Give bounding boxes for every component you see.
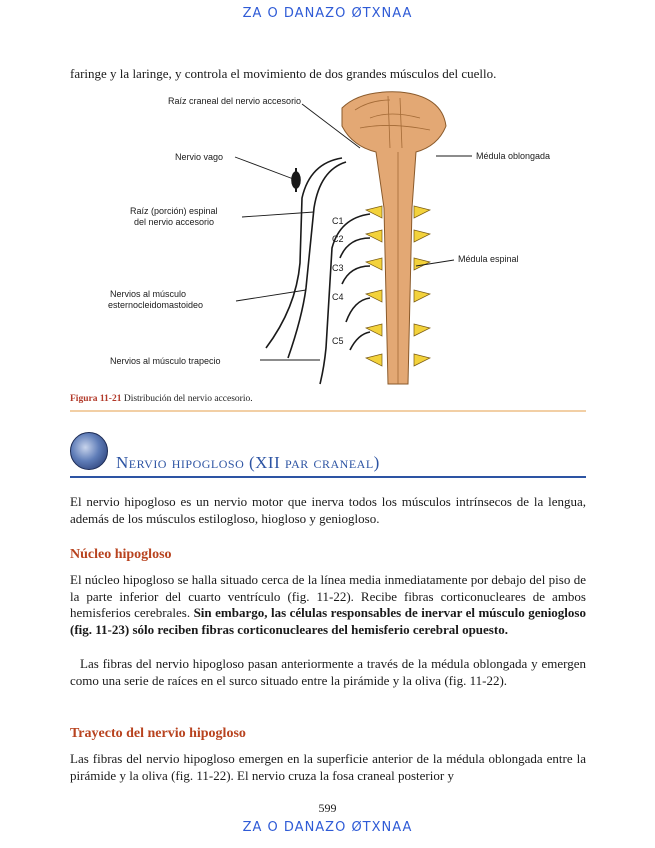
label-esterno-2: esternocleidomastoideo: [108, 300, 204, 310]
label-raiz-espinal-2: del nervio accesorio: [134, 217, 215, 227]
label-c2: C2: [332, 234, 344, 244]
nucleus-bold-text: Sin embargo, las células responsables de inervar el músculo geniogloso (fig. 11-23) sólo reciben fibras corticonucleares del hemisferio cerebral opuesto.: [70, 605, 586, 637]
label-trapecio: Nervios al músculo trapecio: [110, 356, 221, 366]
watermark-bottom: ZA O DANAZO ØTXNAA: [242, 820, 413, 835]
nerve-paths: [266, 158, 370, 384]
course-paragraph: Las fibras del nervio hipogloso emergen en la superficie anterior de la médula oblongada entre la pirámide y la oliva (fig. 11-22). El nervio cruza la fosa craneal posterior y: [70, 751, 586, 783]
section-title: Nervio hipogloso (XII par craneal): [116, 453, 380, 472]
nucleus-text: El núcleo hipogloso se halla situado cerca de la línea media inmediatamente por debajo del piso de la parte inferior del cuarto ventrículo (fig. 11-22). Recibe fibras corticonucleares de ambos hemisferios cerebrales.: [70, 572, 586, 621]
accessory-nerve-diagram: [70, 88, 586, 388]
head-icon: [70, 432, 108, 470]
label-esterno-1: Nervios al músculo: [110, 289, 187, 299]
label-nervio-vago: Nervio vago: [175, 152, 224, 162]
label-raiz-craneal: Raíz craneal del nervio accesorio: [168, 96, 302, 106]
caption-divider: [70, 410, 586, 412]
label-medula-espinal: Médula espinal: [458, 254, 519, 264]
label-c1: C1: [332, 216, 344, 226]
caption-text: Distribución del nervio accesorio.: [121, 394, 253, 404]
leader-lines: [235, 104, 472, 360]
nucleus-paragraph: [70, 572, 586, 638]
brainstem-illustration: [342, 92, 446, 384]
caption-label: Figura 11-21: [70, 394, 122, 404]
heading-trayecto: Trayecto del nervio hipogloso: [70, 726, 246, 741]
label-c3: C3: [332, 263, 344, 273]
label-medula-oblongada: Médula oblongada: [476, 151, 551, 161]
label-raiz-espinal-1: Raíz (porción) espinal: [130, 206, 218, 216]
watermark-top: ZA O DANAZO ØTXNAA: [242, 6, 413, 21]
label-c5: C5: [332, 336, 344, 346]
heading-nucleo: Núcleo hipogloso: [70, 547, 172, 562]
nucleus-paragraph-2: Las fibras del nervio hipogloso pasan anteriormente a través de la médula oblongada y emergen como una serie de raíces en el surco situado entre la pirámide y la oliva (fig. 11-22).: [70, 656, 586, 688]
page-number: 599: [318, 801, 337, 815]
section-intro: El nervio hipogloso es un nervio motor que inerva todos los músculos intrínsecos de la lengua, además de los músculos estilogloso, hiogloso y geniogloso.: [70, 494, 586, 526]
section-divider: [70, 476, 586, 478]
figure-caption: [70, 394, 253, 404]
label-c4: C4: [332, 292, 344, 302]
intro-line: faringe y la laringe, y controla el movimiento de dos grandes músculos del cuello.: [70, 66, 497, 81]
figure-accessory-nerve: [70, 88, 586, 388]
